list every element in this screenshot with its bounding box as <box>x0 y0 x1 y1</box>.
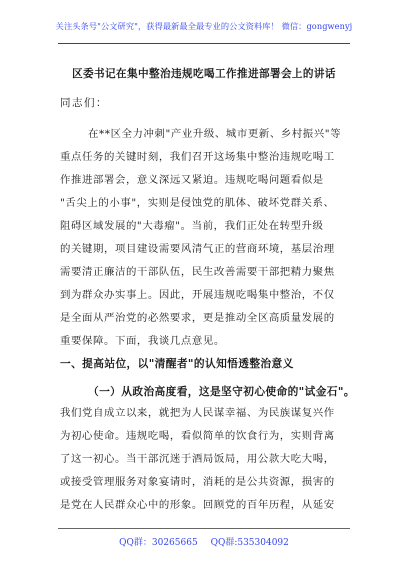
paragraph-line: 的关键期，项目建设需要风清气正的营商环境，基层治理 <box>60 243 335 255</box>
paragraph-line: 到为群众办实事上。因此，开展违规吃喝集中整治，不仅 <box>60 289 335 301</box>
header-promo-note: 关注头条号"公文研究"，获得最新最全最专业的公文资料库！ 微信：gongwenyj <box>55 21 353 31</box>
paragraph-line: 我们党自成立以来，就把为人民谋幸福、为民族谋复兴作 <box>60 407 335 419</box>
paragraph-line: "舌尖上的小事"，实则是侵蚀党的肌体、破坏党群关系、 <box>60 197 335 209</box>
paragraph-line: 需要清正廉洁的干部队伍，民生改善需要干部把精力聚焦 <box>60 266 335 278</box>
section-heading: 一、提高站位，以"清醒者"的认知悟透整治意义 <box>60 357 294 370</box>
salutation: 同志们： <box>60 97 108 109</box>
paragraph-line: 或接受管理服务对象宴请时，消耗的是公共资源，损害的 <box>60 476 335 488</box>
paragraph-line: 是党在人民群众心中的形象。回顾党的百年历程，从延安 <box>60 499 335 511</box>
document-title: 区委书记在集中整治违规吃喝工作推进部署会上的讲话 <box>72 68 336 80</box>
header-divider <box>58 43 350 44</box>
paragraph-line: 重要保障。下面，我谈几点意见。 <box>60 335 225 347</box>
paragraph-line: 重点任务的关键时刻，我们召开这场集中整治违规吃喝工 <box>60 151 335 163</box>
paragraph-line: 在**区全力冲刺"产业升级、城市更新、乡村振兴"等 <box>88 128 342 140</box>
paragraph-line: 阻碍区域发展的"大毒瘤"。当前，我们正处在转型升级 <box>60 220 324 232</box>
paragraph-line: 是全面从严治党的必然要求，更是推动全区高质量发展的 <box>60 312 335 324</box>
paragraph-line: 了这一初心。当干部沉迷于酒局饭局，用公款大吃大喝， <box>60 453 335 465</box>
qq-group-label-1: QQ群：30265665 <box>119 538 198 548</box>
sub-heading: （一）从政治高度看，这是坚守初心使命的"试金石"。 <box>88 385 355 398</box>
qq-group-label-2: QQ群:535304092 <box>210 538 289 548</box>
paragraph-line: 作推进部署会，意义深远又紧迫。违规吃喝问题看似是 <box>60 174 324 186</box>
footer-divider <box>58 528 350 529</box>
footer-contact-note <box>0 535 408 548</box>
paragraph-line: 为初心使命。违规吃喝，看似简单的饮食行为，实则背离 <box>60 430 335 442</box>
